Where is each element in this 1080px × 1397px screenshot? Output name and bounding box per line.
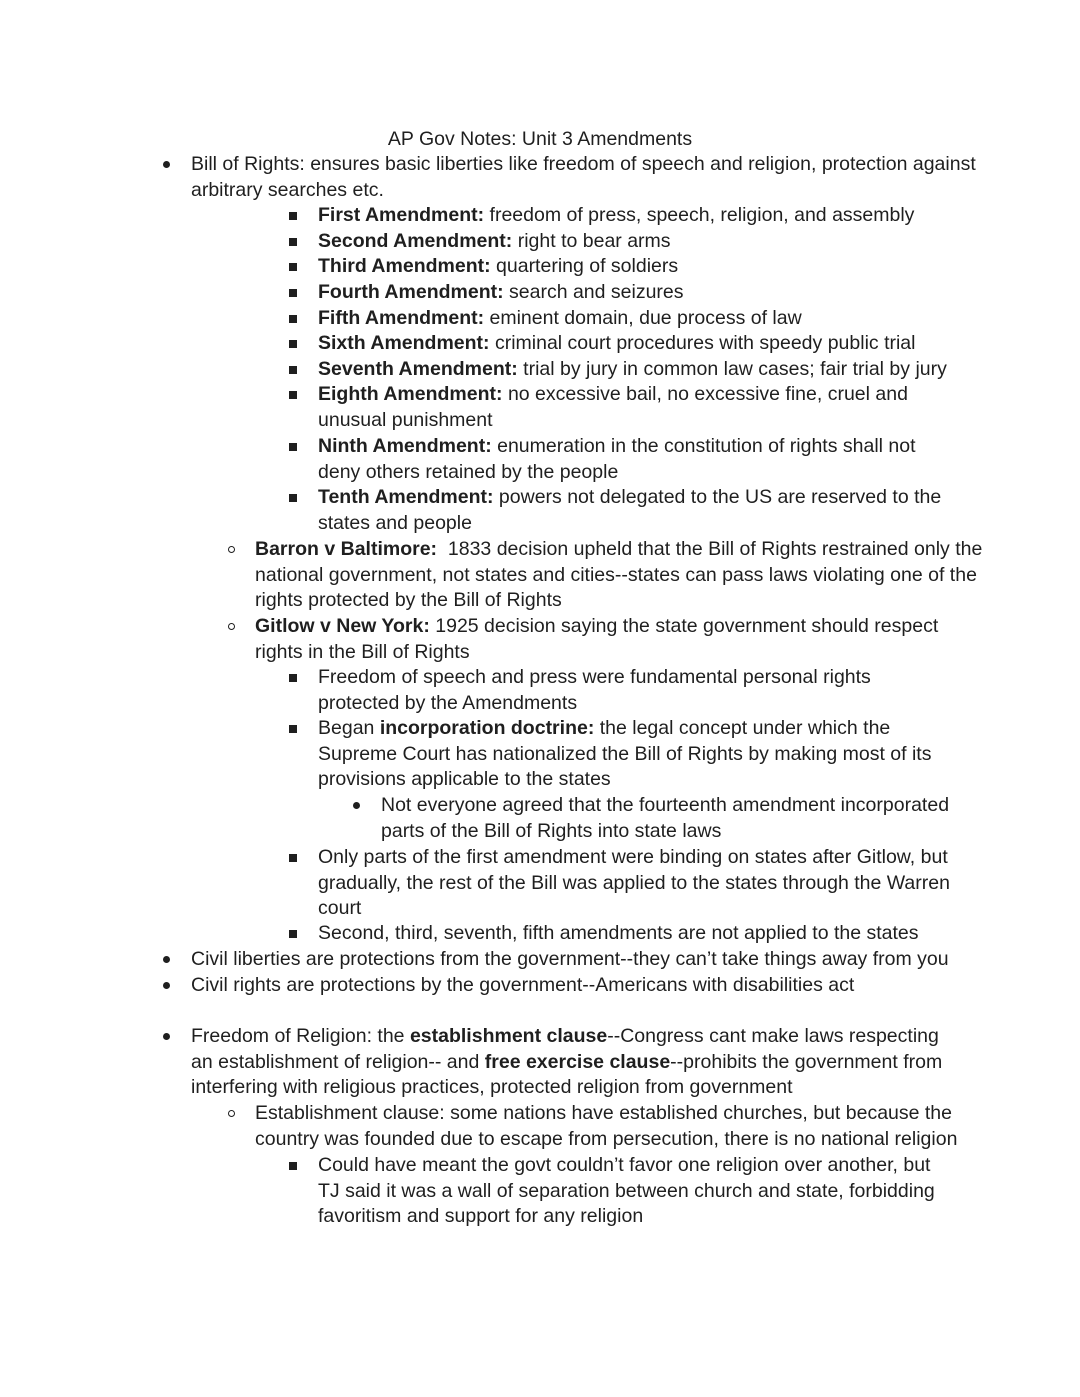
amendment-name: Third Amendment:	[318, 255, 491, 277]
religion-end-text: --prohibits the government from interfering with religious practices, protected religion from government	[191, 1050, 943, 1099]
bill-of-rights-item	[191, 152, 981, 203]
bullet-circle-icon	[228, 1110, 235, 1117]
bullet-disc-icon	[163, 982, 170, 989]
amendment-item	[318, 280, 984, 306]
amendment-item	[318, 382, 918, 433]
amendment-text: trial by jury in common law cases; fair trial by jury	[523, 358, 947, 380]
amendment-name: First Amendment:	[318, 204, 485, 226]
bullet-square-icon	[289, 725, 297, 733]
only-parts-text: Only parts of the first amendment were binding on states after Gitlow, but gradually, the rest of the Bill was applied to the states through the Warren court	[318, 846, 950, 920]
amendment-item	[318, 254, 984, 280]
bullet-circle-icon	[228, 623, 235, 630]
religion-middle-text: --Congress cant make laws respecting an establishment of religion-- and	[191, 1025, 939, 1073]
bullet-square-icon	[289, 930, 297, 938]
amendment-item	[318, 331, 984, 357]
bullet-square-icon	[289, 391, 297, 399]
establishment-clause-note-text: Establishment clause: some nations have established churches, but because the country was founded due to escape from persecution, there is no national religion	[255, 1102, 958, 1150]
amendment-item	[318, 485, 948, 536]
fundamental-rights-item	[318, 665, 878, 716]
fundamental-rights-text: Freedom of speech and press were fundamental personal rights protected by the Amendments	[318, 666, 871, 714]
bullet-square-icon	[289, 443, 297, 451]
civil-liberties-text: Civil liberties are protections from the government--they can’t take things away from you	[191, 948, 949, 970]
amendment-text: no excessive bail, no excessive fine, cruel and unusual punishment	[318, 383, 908, 431]
amendment-name: Sixth Amendment:	[318, 332, 490, 354]
amendment-item	[318, 306, 984, 332]
amendment-text: right to bear arms	[517, 230, 671, 252]
amendment-text: enumeration in the constitution of rights shall not deny others retained by the people	[318, 435, 916, 483]
bullet-square-icon	[289, 674, 297, 682]
amendment-name: Ninth Amendment:	[318, 435, 492, 457]
bill-of-rights-text: Bill of Rights: ensures basic liberties like freedom of speech and religion, protection against arbitrary searches etc.	[191, 153, 976, 201]
establishment-clause-note-item	[255, 1101, 960, 1152]
bullet-circle-icon	[228, 546, 235, 553]
bullet-square-icon	[289, 238, 297, 246]
amendment-name: Tenth Amendment:	[318, 486, 494, 508]
case-name: Barron v Baltimore:	[255, 538, 438, 560]
amendment-text: freedom of press, speech, religion, and assembly	[489, 204, 915, 226]
amendment-item	[318, 434, 928, 485]
bullet-disc-icon	[353, 802, 360, 809]
page-title: AP Gov Notes: Unit 3 Amendments	[387, 128, 693, 150]
religion-intro-text: Freedom of Religion: the	[191, 1025, 405, 1047]
bullet-disc-icon	[163, 1033, 170, 1040]
bullet-disc-icon	[163, 161, 170, 168]
amendment-text: search and seizures	[509, 281, 684, 303]
bullet-square-icon	[289, 366, 297, 374]
bullet-square-icon	[289, 1162, 297, 1170]
bullet-square-icon	[289, 315, 297, 323]
began-text: Began	[318, 717, 375, 739]
amendment-name: Fourth Amendment:	[318, 281, 504, 303]
amendment-item	[318, 229, 984, 255]
gitlow-v-new-york-item	[255, 614, 985, 665]
bullet-square-icon	[289, 494, 297, 502]
bullet-square-icon	[289, 212, 297, 220]
tj-note-text: Could have meant the govt couldn’t favor one religion over another, but TJ said it was a wall of separation between church and state, forbidding favoritism and support for any religion	[318, 1154, 935, 1228]
only-parts-item	[318, 845, 958, 922]
not-everyone-agreed-item	[381, 793, 956, 844]
not-everyone-agreed-text: Not everyone agreed that the fourteenth amendment incorporated parts of the Bill of Rights into state laws	[381, 794, 950, 842]
incorporation-doctrine-term: incorporation doctrine:	[379, 717, 595, 739]
civil-rights-item	[191, 973, 981, 999]
incorporation-doctrine-text: the legal concept under which the Supreme Court has nationalized the Bill of Rights by making most of its provisions applicable to the states	[318, 717, 932, 791]
case-text: 1833 decision upheld that the Bill of Rights restrained only the national government, not states and cities--states can pass laws violating one of the rights protected by the Bill of Rights	[255, 538, 983, 612]
amendment-text: powers not delegated to the US are reserved to the states and people	[318, 486, 942, 534]
incorporation-doctrine-item	[318, 716, 938, 793]
amendment-item	[318, 203, 984, 229]
bullet-square-icon	[289, 263, 297, 271]
free-exercise-clause-term: free exercise clause	[484, 1050, 671, 1073]
amendment-name: Eighth Amendment:	[318, 383, 503, 405]
not-applied-text: Second, third, seventh, fifth amendments are not applied to the states	[318, 922, 919, 944]
bullet-disc-icon	[163, 956, 170, 963]
amendment-text: criminal court procedures with speedy public trial	[494, 332, 916, 354]
case-text: 1925 decision saying the state government should respect rights in the Bill of Rights	[255, 615, 939, 663]
bullet-square-icon	[289, 289, 297, 297]
case-name: Gitlow v New York:	[255, 615, 430, 637]
freedom-of-religion-item	[191, 1024, 951, 1101]
not-applied-item	[318, 921, 984, 947]
civil-liberties-item	[191, 947, 981, 973]
establishment-clause-term: establishment clause	[409, 1025, 608, 1047]
amendment-text: quartering of soldiers	[496, 255, 679, 277]
amendment-item	[318, 357, 984, 383]
bullet-square-icon	[289, 340, 297, 348]
bullet-square-icon	[289, 854, 297, 862]
amendment-name: Fifth Amendment:	[318, 307, 485, 329]
tj-note-item	[318, 1153, 943, 1230]
amendment-name: Second Amendment:	[318, 230, 513, 252]
amendment-text: eminent domain, due process of law	[489, 307, 802, 329]
barron-v-baltimore-item	[255, 537, 985, 614]
civil-rights-text: Civil rights are protections by the government--Americans with disabilities act	[191, 974, 855, 996]
amendment-name: Seventh Amendment:	[318, 358, 518, 380]
